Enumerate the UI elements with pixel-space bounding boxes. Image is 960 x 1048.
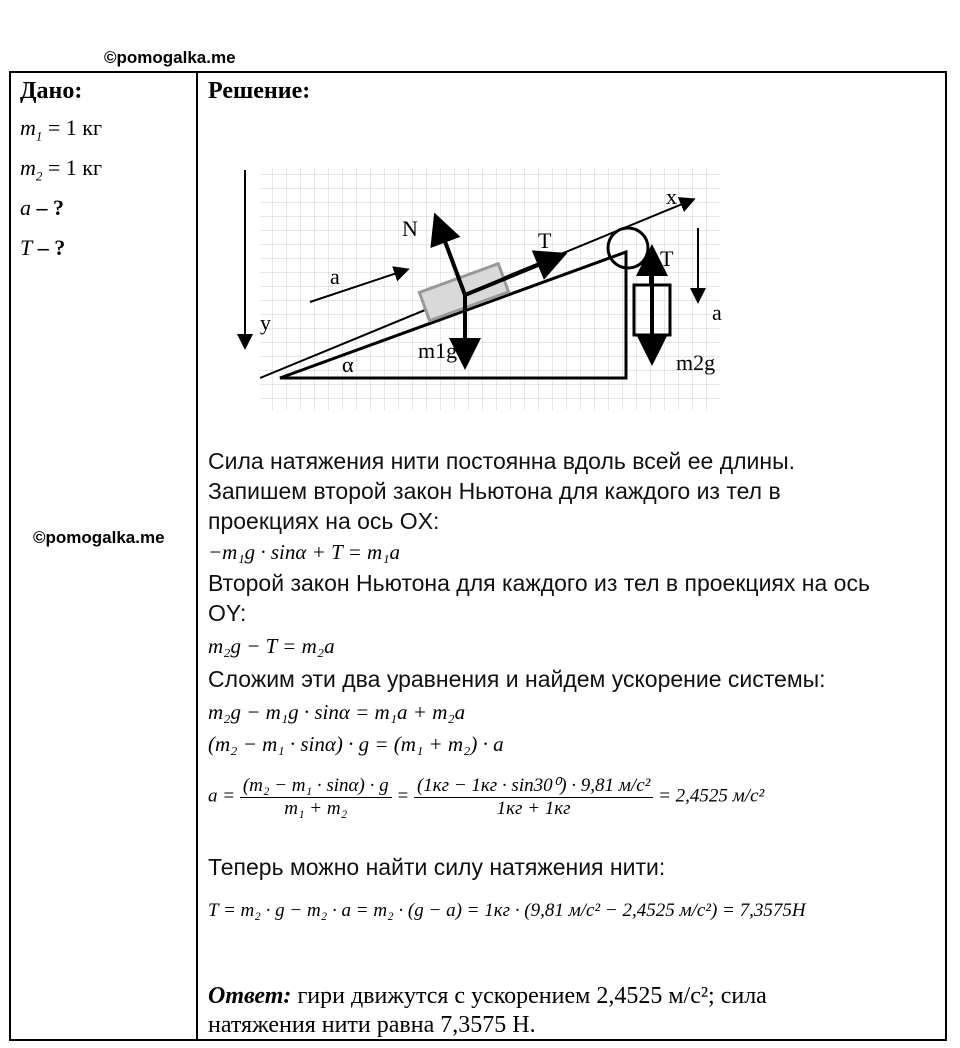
- paragraph-5: OY:: [208, 600, 247, 626]
- column-divider: [196, 71, 198, 1041]
- label-alpha: α: [342, 352, 354, 377]
- given-title: Дано:: [20, 78, 83, 104]
- eq5-fraction-2: [414, 774, 653, 820]
- eq5-lhs: a =: [208, 785, 236, 807]
- eq5-num1: (m₂ − m₁ · sinα) · g: [240, 775, 392, 798]
- incline-diagram: [230, 160, 730, 420]
- label-T1: T: [538, 228, 552, 253]
- m2-symbol: m: [20, 155, 36, 180]
- label-y: y: [260, 310, 271, 335]
- m1-sub: 1: [35, 128, 43, 144]
- label-m1g: m1g: [418, 338, 458, 363]
- watermark-left: ©pomogalka.me: [33, 528, 165, 547]
- m1-value: = 1 кг: [47, 115, 103, 140]
- equation-5: a = $\frac{\text{(m₂ − m₁ · sinα) · g}}{\text{m₁ + m₂}}$ = $\frac{\text{(1кг − 1кг · sin30⁰) · 9,81 м/с²}}{1кг + 1кг}$ = 2,4525 м/с²: [208, 774, 765, 819]
- given-m2: [20, 148, 190, 188]
- paragraph-7: Теперь можно найти силу натяжения нити:: [208, 854, 666, 880]
- answer-text-2: натяжения нити равна 7,3575 Н.: [208, 1012, 536, 1038]
- equation-4: (m₂ − m₁ · sinα) · g = (m₁ + m₂) · a: [208, 732, 504, 756]
- given-m1: [20, 108, 190, 148]
- given-a: [20, 188, 190, 228]
- equation-6: T = m₂ · g − m₂ · a = m₂ · (g − a) = 1кг · (9,81 м/с² − 2,4525 м/с²) = 7,3575H: [208, 900, 806, 921]
- a-symbol: a: [20, 195, 31, 220]
- m2-value: = 1 кг: [47, 155, 103, 180]
- given-T: [20, 228, 190, 268]
- paragraph-1: Сила натяжения нити постоянна вдоль всей ее длины.: [208, 448, 796, 474]
- eq5-den1: m₁ + m₂: [284, 797, 348, 819]
- label-x: x: [666, 184, 677, 209]
- answer-text-1: гири движутся с ускорением 2,4525 м/с²; сила: [291, 983, 767, 1009]
- eq5-fraction-1: [240, 775, 392, 820]
- m2-sub: 2: [35, 168, 43, 184]
- label-m2g: m2g: [676, 350, 716, 375]
- given-column: [20, 74, 190, 268]
- answer-label: Ответ:: [208, 983, 292, 1009]
- T-symbol: T: [20, 235, 33, 260]
- paragraph-6: Сложим эти два уравнения и найдем ускорение системы:: [208, 666, 826, 692]
- m1-symbol: m: [20, 115, 36, 140]
- label-a1: a: [330, 264, 340, 289]
- paragraph-4: Второй закон Ньютона для каждого из тел в проекциях на ось: [208, 570, 870, 596]
- eq5-num2: (1кг − 1кг · sin30⁰) · 9,81 м/с²: [414, 774, 653, 798]
- T-question: – ?: [37, 235, 66, 260]
- equation-2: m₂g − T = m₂a: [208, 634, 335, 658]
- eq5-den2: 1кг + 1кг: [496, 798, 571, 819]
- paragraph-2: Запишем второй закон Ньютона для каждого из тел в: [208, 478, 781, 504]
- eq5-result: = 2,4525 м/с²: [658, 785, 765, 807]
- paragraph-3: проекциях на ось OX:: [208, 508, 440, 534]
- answer-block: [208, 982, 767, 1040]
- equation-1: −m₁g · sinα + T = m₁a: [208, 540, 401, 564]
- equation-3: m₂g − m₁g · sinα = m₁a + m₂a: [208, 700, 466, 724]
- watermark-top: ©pomogalka.me: [104, 48, 236, 67]
- label-a2: a: [712, 300, 722, 325]
- label-N: N: [402, 216, 418, 241]
- solution-title: Решение:: [208, 78, 311, 104]
- a-question: – ?: [36, 195, 64, 220]
- label-T2: T: [660, 246, 674, 271]
